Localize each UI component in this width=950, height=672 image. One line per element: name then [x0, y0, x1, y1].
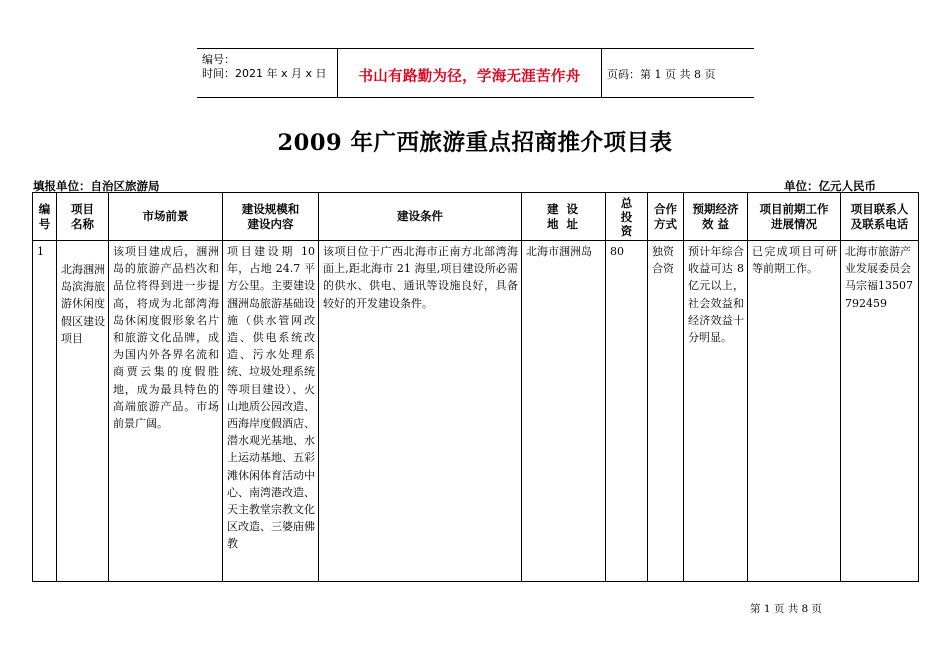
page-footer: 第 1 页 共 8 页 [750, 603, 823, 615]
cell-project-name: 北海涠洲岛滨海旅游休闲度假区建设项目 [57, 241, 109, 582]
motto-text: 书山有路勤为径，学海无涯苦作舟 [358, 69, 581, 85]
header-meta-cell [197, 49, 337, 97]
reporting-unit: 填报单位：自治区旅游局 [33, 179, 160, 193]
header-contact: 项目联系人 及联系电话 [841, 193, 919, 241]
header-motto-cell [337, 49, 602, 97]
table-row [33, 241, 919, 582]
header-construction-scale: 建设规模和 建设内容 [223, 193, 319, 241]
document-header [197, 48, 754, 98]
date-label: 时间：2021 年 x 月 x 日 [202, 67, 327, 80]
header-construction-conditions: 建设条件 [319, 193, 522, 241]
header-expected-benefit: 预期经济 效 益 [684, 193, 748, 241]
table-header-row [33, 193, 919, 241]
document-title: 2009 年广西旅游重点招商推介项目表 [277, 130, 673, 156]
cell-no: 1 [33, 241, 57, 582]
page-number-label: 页码：第 1 页 共 8 页 [607, 68, 716, 81]
header-progress: 项目前期工作 进展情况 [748, 193, 841, 241]
project-table [32, 192, 919, 582]
cell-construction-scale: 项目建设期 10 年，占地 24.7 平方公里。主要建设涠洲岛旅游基础设施（供水管网改造、供电系统改造、污水处理系统、垃圾处理系统等项目建设）、火山地质公园改造、西海岸度假酒店、潜水观光基地、水上运动基地、五彩滩休闲体育活动中心、南湾港改造、天主教堂宗教文化区改造、三婆庙佛教 [223, 241, 319, 582]
cell-total-investment: 80 [606, 241, 648, 582]
currency-unit: 单位：亿元人民币 [784, 179, 876, 193]
header-project-name: 项目 名称 [57, 193, 109, 241]
cell-construction-conditions: 该项目位于广西北海市正南方北部湾海面上,距北海市 21 海里,项目建设所必需的供水、供电、通讯等设施良好，具备较好的开发建设条件。 [319, 241, 522, 582]
header-cooperation-mode: 合作 方式 [648, 193, 684, 241]
cell-cooperation-mode: 独资合资 [648, 241, 684, 582]
header-market-outlook: 市场前景 [109, 193, 223, 241]
cell-expected-benefit: 预计年综合收益可达 8 亿元以上，社会效益和经济效益十分明显。 [684, 241, 748, 582]
serial-number-label: 编号： [202, 53, 235, 66]
cell-market-outlook: 该项目建成后，涠洲岛的旅游产品档次和品位将得到进一步提高，将成为北部湾海岛休闲度假形象名片和旅游文化品牌，成为国内外各界名流和商贾云集的度假胜地，成为最具特色的高端旅游产品。市场前景广阔。 [109, 241, 223, 582]
header-address: 建 设 地 址 [522, 193, 606, 241]
cell-progress: 已完成项目可研等前期工作。 [748, 241, 841, 582]
header-page-cell [601, 49, 754, 97]
header-total-investment: 总 投 资 [606, 193, 648, 241]
cell-address: 北海市涠洲岛 [522, 241, 606, 582]
cell-contact: 北海市旅游产业发展委员会马宗福13507792459 [841, 241, 919, 582]
header-no: 编 号 [33, 193, 57, 241]
